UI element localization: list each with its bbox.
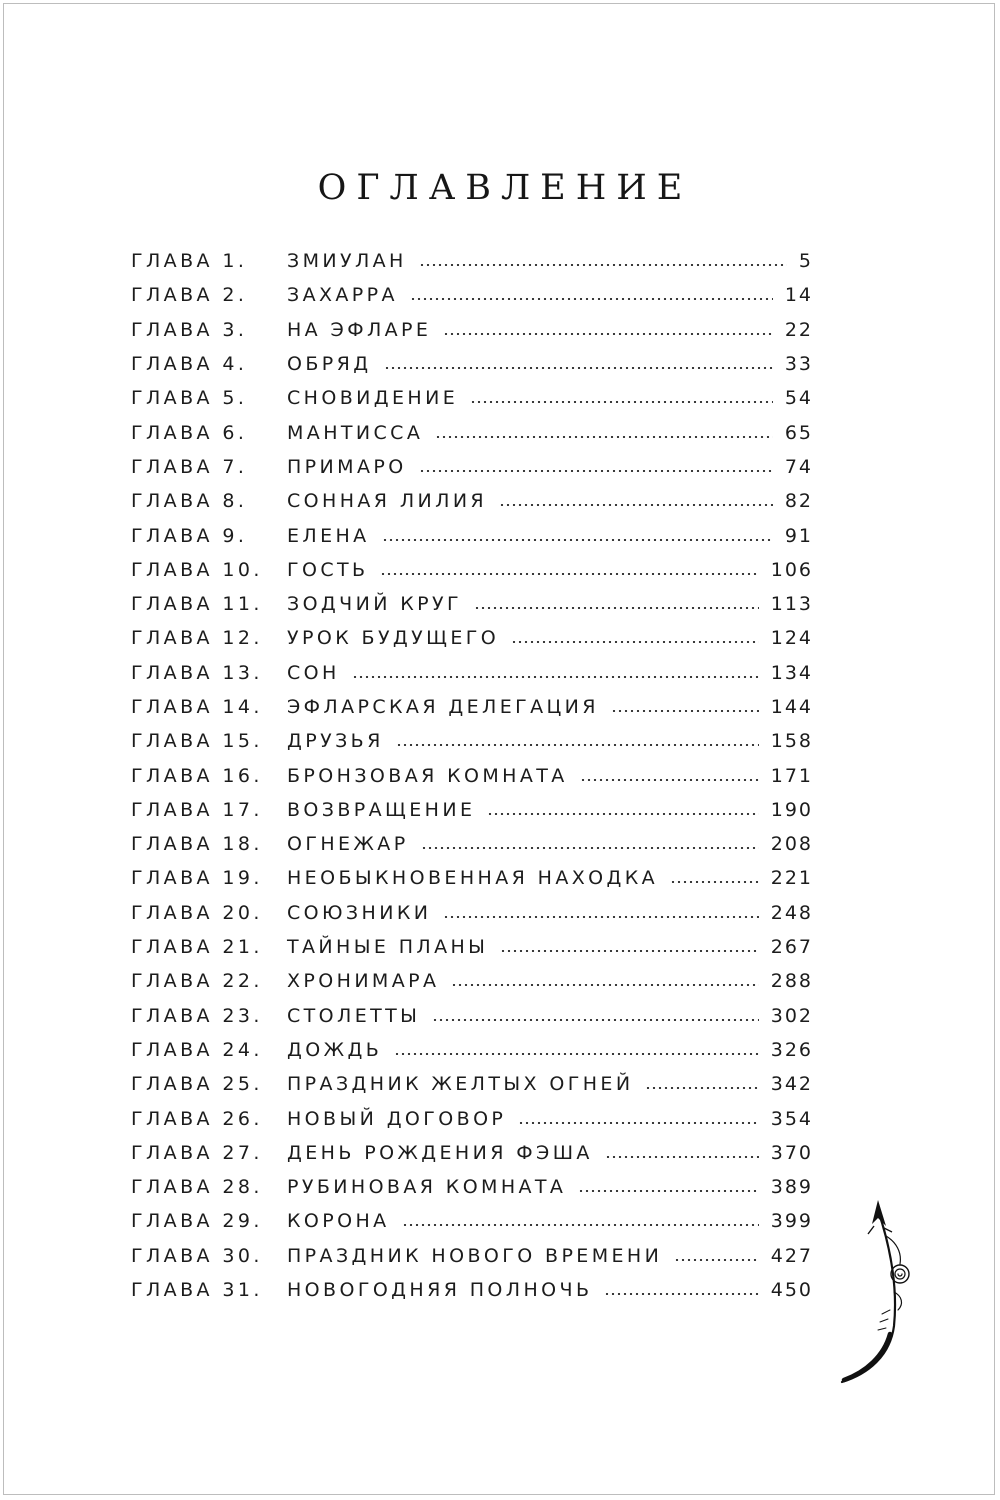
toc-chapter-title: КОРОНА — [287, 1210, 390, 1233]
toc-chapter-number: ГЛАВА 13. — [131, 661, 263, 684]
toc-chapter-number: ГЛАВА 2. — [131, 284, 248, 307]
toc-entry — [131, 1136, 813, 1170]
toc-chapter-title: ПРАЗДНИК НОВОГО ВРЕМЕНИ — [287, 1244, 663, 1267]
toc-chapter-number: ГЛАВА 12. — [131, 627, 263, 650]
toc-chapter-number: ГЛАВА 15. — [131, 730, 263, 753]
toc-chapter-title: ТАЙНЫЕ ПЛАНЫ — [287, 936, 489, 959]
toc-page-number: 74 — [784, 455, 813, 478]
toc-dot-leader — [451, 984, 758, 986]
toc-page-number: 221 — [770, 867, 813, 890]
toc-chapter-title: НА ЭФЛАРЕ — [287, 318, 432, 341]
toc-entry — [131, 758, 813, 792]
toc-entry — [131, 484, 813, 518]
toc-chapter-title: СТОЛЕТТЫ — [287, 1004, 421, 1027]
toc-dot-leader — [470, 401, 773, 403]
toc-page-number: 91 — [784, 524, 813, 547]
toc-chapter-number: ГЛАВА 3. — [131, 318, 248, 341]
toc-dot-leader — [605, 1156, 759, 1158]
arrow-flourish-icon — [838, 1196, 928, 1386]
toc-entry — [131, 1273, 813, 1307]
toc-chapter-title: СОН — [287, 661, 340, 684]
toc-entry — [131, 861, 813, 895]
toc-entry — [131, 553, 813, 587]
toc-page-number: 450 — [770, 1279, 813, 1302]
toc-chapter-title: ЗМИУЛАН — [287, 250, 407, 273]
toc-chapter-number: ГЛАВА 18. — [131, 833, 263, 856]
toc-chapter-number: ГЛАВА 8. — [131, 490, 248, 513]
toc-dot-leader — [384, 367, 773, 369]
toc-dot-leader — [611, 710, 759, 712]
toc-entry — [131, 964, 813, 998]
toc-dot-leader — [487, 813, 758, 815]
toc-chapter-number: ГЛАВА 22. — [131, 970, 263, 993]
toc-dot-leader — [396, 744, 759, 746]
toc-dot-leader — [394, 1053, 759, 1055]
toc-entry — [131, 724, 813, 758]
toc-chapter-title: ДЕНЬ РОЖДЕНИЯ ФЭША — [287, 1141, 593, 1164]
toc-entry — [131, 999, 813, 1033]
toc-dot-leader — [443, 333, 773, 335]
toc-entry — [131, 656, 813, 690]
toc-chapter-number: ГЛАВА 4. — [131, 353, 248, 376]
toc-chapter-number: ГЛАВА 10. — [131, 558, 263, 581]
toc-page-number: 158 — [770, 730, 813, 753]
toc-entry — [131, 896, 813, 930]
toc-chapter-number: ГЛАВА 14. — [131, 696, 263, 718]
toc-chapter-number: ГЛАВА 9. — [131, 524, 248, 547]
toc-page-number: 389 — [770, 1176, 813, 1199]
toc-dot-leader — [500, 950, 758, 952]
toc-entry — [131, 1033, 813, 1067]
toc-list — [131, 244, 813, 1307]
toc-chapter-title: СОННАЯ ЛИЛИЯ — [287, 490, 488, 513]
toc-dot-leader — [382, 539, 773, 541]
toc-page-number: 354 — [770, 1107, 813, 1130]
toc-entry — [131, 244, 813, 278]
toc-entry — [131, 1239, 813, 1273]
toc-dot-leader — [518, 1122, 758, 1124]
toc-chapter-title: РУБИНОВАЯ КОМНАТА — [287, 1176, 567, 1199]
toc-title: ОГЛАВЛЕНИЕ — [317, 168, 693, 208]
toc-chapter-title: СОЮЗНИКИ — [287, 901, 432, 924]
toc-entry — [131, 1101, 813, 1135]
toc-dot-leader — [443, 916, 758, 918]
toc-page-number: 171 — [770, 764, 813, 787]
toc-chapter-title: ЭФЛАРСКАЯ ДЕЛЕГАЦИЯ — [287, 696, 599, 718]
toc-chapter-number: ГЛАВА 23. — [131, 1004, 263, 1027]
toc-dot-leader — [419, 264, 787, 266]
toc-chapter-number: ГЛАВА 25. — [131, 1073, 263, 1096]
toc-page-number: 14 — [784, 284, 813, 307]
toc-entry — [131, 690, 813, 724]
toc-chapter-number: ГЛАВА 29. — [131, 1210, 263, 1233]
toc-entry — [131, 313, 813, 347]
toc-chapter-title: НЕОБЫКНОВЕННАЯ НАХОДКА — [287, 867, 659, 890]
toc-entry — [131, 621, 813, 655]
toc-chapter-title: ВОЗВРАЩЕНИЕ — [287, 798, 476, 821]
toc-entry — [131, 1204, 813, 1238]
toc-chapter-number: ГЛАВА 16. — [131, 764, 263, 787]
toc-chapter-number: ГЛАВА 7. — [131, 455, 248, 478]
toc-entry — [131, 930, 813, 964]
toc-chapter-number: ГЛАВА 21. — [131, 936, 263, 959]
toc-chapter-title: ОБРЯД — [287, 353, 372, 376]
toc-entry — [131, 450, 813, 484]
toc-dot-leader — [352, 676, 759, 678]
toc-page-number: 65 — [784, 421, 813, 444]
toc-page-number: 113 — [770, 593, 813, 616]
toc-chapter-number: ГЛАВА 1. — [131, 250, 248, 273]
toc-page-number: 5 — [798, 250, 813, 273]
toc-dot-leader — [421, 847, 759, 849]
toc-chapter-title: НОВЫЙ ДОГОВОР — [287, 1107, 507, 1130]
toc-dot-leader — [410, 298, 773, 300]
toc-page-number: 302 — [770, 1004, 813, 1027]
toc-dot-leader — [674, 1259, 759, 1261]
toc-chapter-title: ЗОДЧИЙ КРУГ — [287, 593, 462, 616]
toc-page-number: 288 — [770, 970, 813, 993]
toc-chapter-number: ГЛАВА 17. — [131, 798, 263, 821]
toc-dot-leader — [511, 641, 759, 643]
toc-page-number: 370 — [770, 1141, 813, 1164]
toc-entry — [131, 381, 813, 415]
toc-page-number: 208 — [770, 833, 813, 856]
toc-page-number: 190 — [770, 798, 813, 821]
toc-page-number: 54 — [784, 387, 813, 410]
toc-entry — [131, 278, 813, 312]
toc-chapter-title: ДРУЗЬЯ — [287, 730, 384, 753]
toc-chapter-number: ГЛАВА 24. — [131, 1038, 263, 1061]
toc-chapter-number: ГЛАВА 5. — [131, 387, 248, 410]
toc-chapter-title: ГОСТЬ — [287, 558, 369, 581]
toc-page-number: 22 — [784, 318, 813, 341]
toc-chapter-title: НОВОГОДНЯЯ ПОЛНОЧЬ — [287, 1279, 593, 1302]
toc-chapter-title: ЗАХАРРА — [287, 284, 398, 307]
toc-chapter-number: ГЛАВА 6. — [131, 421, 248, 444]
toc-entry — [131, 587, 813, 621]
toc-page-number: 267 — [770, 936, 813, 959]
toc-dot-leader — [474, 607, 759, 609]
toc-chapter-number: ГЛАВА 31. — [131, 1279, 263, 1302]
toc-entry — [131, 415, 813, 449]
toc-page-number: 106 — [770, 558, 813, 581]
toc-page-number: 326 — [770, 1038, 813, 1061]
toc-page-number: 82 — [784, 490, 813, 513]
toc-dot-leader — [435, 436, 773, 438]
toc-chapter-title: БРОНЗОВАЯ КОМНАТА — [287, 764, 568, 787]
toc-entry — [131, 793, 813, 827]
toc-entry — [131, 518, 813, 552]
toc-entry — [131, 1067, 813, 1101]
toc-chapter-title: МАНТИССА — [287, 421, 424, 444]
toc-dot-leader — [580, 779, 759, 781]
toc-page-number: 399 — [770, 1210, 813, 1233]
toc-dot-leader — [380, 573, 758, 575]
toc-chapter-number: ГЛАВА 19. — [131, 867, 263, 890]
toc-chapter-title: ОГНЕЖАР — [287, 833, 409, 856]
toc-dot-leader — [604, 1293, 758, 1295]
toc-chapter-title: УРОК БУДУЩЕГО — [287, 627, 500, 650]
toc-page-number: 134 — [770, 661, 813, 684]
toc-dot-leader — [419, 470, 773, 472]
toc-dot-leader — [578, 1190, 758, 1192]
toc-page-number: 342 — [770, 1073, 813, 1096]
toc-page-number: 427 — [770, 1244, 813, 1267]
toc-chapter-number: ГЛАВА 26. — [131, 1107, 263, 1130]
toc-chapter-title: ПРАЗДНИК ЖЕЛТЫХ ОГНЕЙ — [287, 1073, 634, 1096]
toc-dot-leader — [670, 881, 759, 883]
toc-chapter-title: ПРИМАРО — [287, 455, 407, 478]
toc-dot-leader — [645, 1087, 758, 1089]
toc-entry — [131, 827, 813, 861]
toc-page-number: 124 — [770, 627, 813, 650]
toc-chapter-title: ДОЖДЬ — [287, 1038, 383, 1061]
toc-chapter-title: ХРОНИМАРА — [287, 970, 440, 993]
toc-chapter-title: СНОВИДЕНИЕ — [287, 387, 459, 410]
toc-page-number: 33 — [784, 353, 813, 376]
toc-dot-leader — [432, 1019, 758, 1021]
toc-chapter-number: ГЛАВА 20. — [131, 901, 263, 924]
toc-chapter-number: ГЛАВА 28. — [131, 1176, 263, 1199]
toc-chapter-number: ГЛАВА 30. — [131, 1244, 263, 1267]
toc-page-number: 248 — [770, 901, 813, 924]
toc-dot-leader — [402, 1224, 759, 1226]
toc-chapter-number: ГЛАВА 27. — [131, 1141, 263, 1164]
toc-entry — [131, 1170, 813, 1204]
toc-chapter-title: ЕЛЕНА — [287, 524, 370, 547]
toc-chapter-number: ГЛАВА 11. — [131, 593, 263, 616]
toc-entry — [131, 347, 813, 381]
toc-dot-leader — [499, 504, 773, 506]
toc-page-number: 144 — [770, 696, 813, 718]
